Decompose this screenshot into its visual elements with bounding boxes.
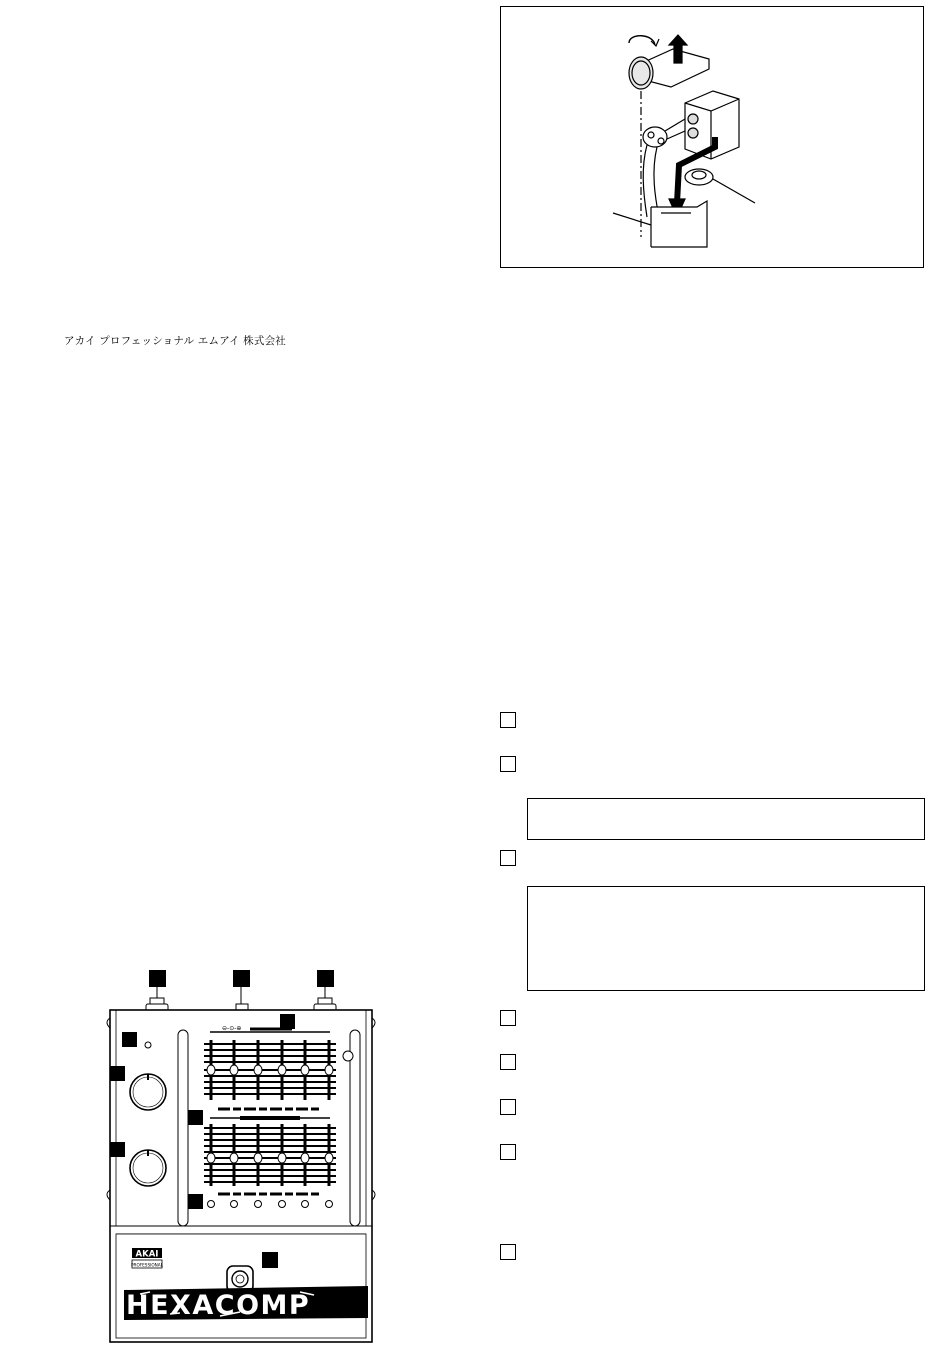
pedal-diagram xyxy=(100,968,390,1348)
callout-marker-leds xyxy=(188,1194,203,1209)
power-led xyxy=(145,1042,151,1048)
callout-marker-led xyxy=(122,1032,137,1047)
company-name: アカイ プロフェッショナル エムアイ 株式会社 xyxy=(64,335,286,347)
item-number-box-8 xyxy=(500,1244,516,1260)
item-number-box-4 xyxy=(500,1010,516,1026)
callout-marker-lower-faders xyxy=(188,1110,203,1125)
callout-marker-top-left xyxy=(149,970,166,987)
callout-marker-faders xyxy=(280,1014,295,1029)
battery-replacement-illustration xyxy=(501,7,925,269)
pedal-illustration xyxy=(100,968,390,1352)
hexacomp-logo xyxy=(124,1286,368,1321)
akai-logo-text: AKAI xyxy=(135,1249,159,1260)
item-number-box-1 xyxy=(500,712,516,728)
item-number-box-5 xyxy=(500,1054,516,1070)
power-polarity-label: ⊖-⊙-⊕ xyxy=(222,1025,242,1032)
callout-marker-top-right xyxy=(317,970,334,987)
item-number-box-2 xyxy=(500,756,516,772)
callout-marker-top-center xyxy=(233,970,250,987)
item-number-box-7 xyxy=(500,1144,516,1160)
akai-professional-text: PROFESSIONAL xyxy=(131,1262,163,1268)
callout-marker-knob-1 xyxy=(110,1066,125,1081)
akai-logo xyxy=(131,1248,164,1268)
hexacomp-logo-text: HEXACOMP xyxy=(126,1290,311,1321)
item-number-box-3 xyxy=(500,850,516,866)
note-box-2 xyxy=(527,886,925,991)
callout-marker-knob-2 xyxy=(110,1142,125,1157)
note-box-1 xyxy=(527,798,925,840)
callout-marker-footswitch xyxy=(262,1252,278,1268)
item-number-box-6 xyxy=(500,1099,516,1115)
battery-illustration-frame xyxy=(500,6,924,268)
